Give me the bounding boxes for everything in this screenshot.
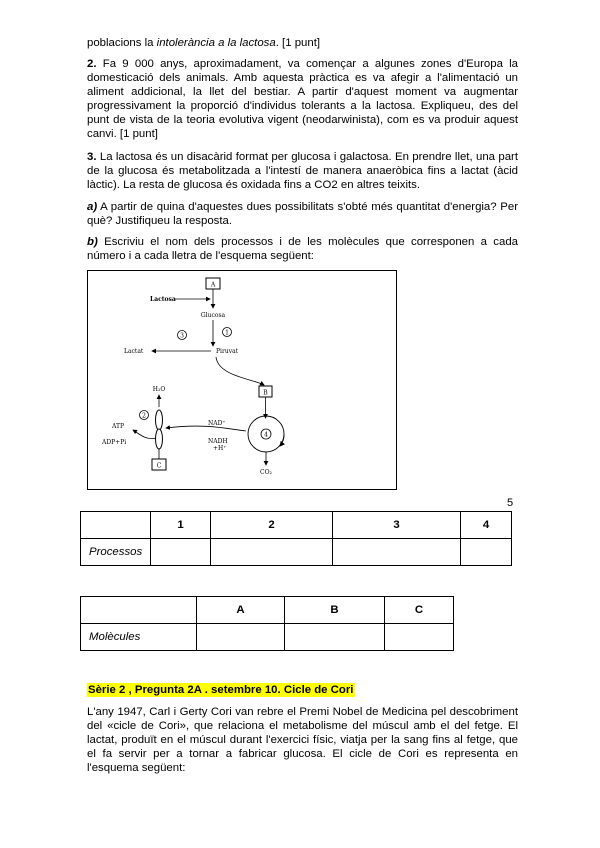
question-3b-text: Escriviu el nom dels processos i de les molècules que corresponen a cada número i a cada lletra de l'esquema següent: xyxy=(87,236,518,262)
label-co2: CO₂ xyxy=(260,469,272,476)
step-2-label: 2 xyxy=(142,412,146,420)
row-label-molecules: Molècules xyxy=(81,624,197,651)
box-b-label: B xyxy=(263,389,268,397)
label-atp: ATP xyxy=(112,423,125,430)
chain-upper xyxy=(156,410,163,430)
answer-cell[interactable] xyxy=(197,624,285,651)
label-adp: ADP+Pi xyxy=(102,439,127,446)
table-header: 3 xyxy=(333,512,461,539)
table-header: A xyxy=(197,597,285,624)
question-3b-label: b) xyxy=(87,236,98,248)
table-row xyxy=(81,539,512,566)
question-3-number: 3. xyxy=(87,151,97,163)
box-c-label: C xyxy=(156,462,162,470)
table-header: B xyxy=(285,597,385,624)
arrow-piruvat-b xyxy=(216,357,264,385)
question-3b xyxy=(87,235,518,263)
question-3a-label: a) xyxy=(87,201,98,213)
label-lactosa: Lactosa xyxy=(150,296,176,303)
answer-cell[interactable] xyxy=(461,539,512,566)
table-header: 1 xyxy=(151,512,211,539)
label-nad: NAD⁺ xyxy=(208,420,226,427)
answer-cell[interactable] xyxy=(285,624,385,651)
question-3-text: La lactosa és un disacàrid format per glucosa i galactosa. En prendre llet, una part de la glucosa és metabolitzada a l'intestí de manera anaeròbica fins a lactat (àcid làctic). La resta de glucosa és oxidada fins a CO2 en altres teixits. xyxy=(87,151,518,191)
intro-italic: intolerància a la lactosa xyxy=(156,37,276,49)
question-2 xyxy=(87,57,518,141)
table-cell xyxy=(81,597,197,624)
label-h2o: H₂O xyxy=(152,386,166,393)
answer-cell[interactable] xyxy=(333,539,461,566)
metabolism-diagram-svg xyxy=(88,271,396,489)
table-row xyxy=(81,512,512,539)
table-row xyxy=(81,597,454,624)
answer-cell[interactable] xyxy=(211,539,333,566)
question-3 xyxy=(87,150,518,192)
intro-pre: poblacions la xyxy=(87,37,157,49)
chain-lower xyxy=(156,429,163,449)
question-2-text: Fa 9 000 anys, aproximadament, va començar a algunes zones d'Europa la domesticació dels animals. Amb aquesta pràctica es va afegir a l'alimentació un aliment addicional, la llet del bestiar. A partir d'aquest moment va augmentar progressivament la proporció d'individus tolerants a la lactosa. Expliqueu, des del punt de vista de la teoria evolutiva vigent (neodarwinista), com es va produir aquest canvi. [1 punt] xyxy=(87,58,519,140)
answer-cell[interactable] xyxy=(385,624,454,651)
page-number: 5 xyxy=(507,497,514,509)
table-row xyxy=(81,624,454,651)
question-3a xyxy=(87,200,518,228)
box-a-label: A xyxy=(210,281,216,289)
table-header: 4 xyxy=(461,512,512,539)
label-lactat: Lactat xyxy=(124,348,144,355)
arrow-atp xyxy=(133,430,156,439)
label-hplus: +H⁺ xyxy=(213,445,227,452)
table-header: C xyxy=(385,597,454,624)
step-3-label: 3 xyxy=(180,332,184,340)
question-2-number: 2. xyxy=(87,58,97,70)
label-nadh: NADH xyxy=(208,438,228,445)
section-heading: Sèrie 2 , Pregunta 2A . setembre 10. Cicle de Cori xyxy=(88,684,354,696)
step-4-label: 4 xyxy=(264,431,268,439)
answer-cell[interactable] xyxy=(151,539,211,566)
cori-paragraph: L'any 1947, Carl i Gerty Cori van rebre el Premi Nobel de Medicina pel descobriment del «cicle de Cori», que relaciona el metabolisme del múscul amb el del fetge. El lactat, produït en el múscul durant l'exercici físic, viatja per la sang fins al fetge, que el fa servir per a tornar a fabricar glucosa. El cicle de Cori es representa en l'esquema següent: xyxy=(87,706,518,774)
step-1-label: 1 xyxy=(225,329,229,337)
table-cell xyxy=(81,512,151,539)
intro-post: . [1 punt] xyxy=(275,37,321,49)
processos-table xyxy=(80,511,512,566)
label-glucosa: Glucosa xyxy=(200,312,226,319)
question-3a-text: A partir de quina d'aquestes dues possibilitats s'obté més quantitat d'energia? Per què? Justifiqueu la resposta. xyxy=(87,201,518,227)
arrow-nadh xyxy=(166,426,246,431)
intro-line xyxy=(87,36,518,50)
molecules-table xyxy=(80,596,454,651)
metabolism-diagram xyxy=(87,270,397,490)
table-header: 2 xyxy=(211,512,333,539)
label-piruvat: Piruvat xyxy=(216,348,239,355)
row-label-processos: Processos xyxy=(81,539,151,566)
